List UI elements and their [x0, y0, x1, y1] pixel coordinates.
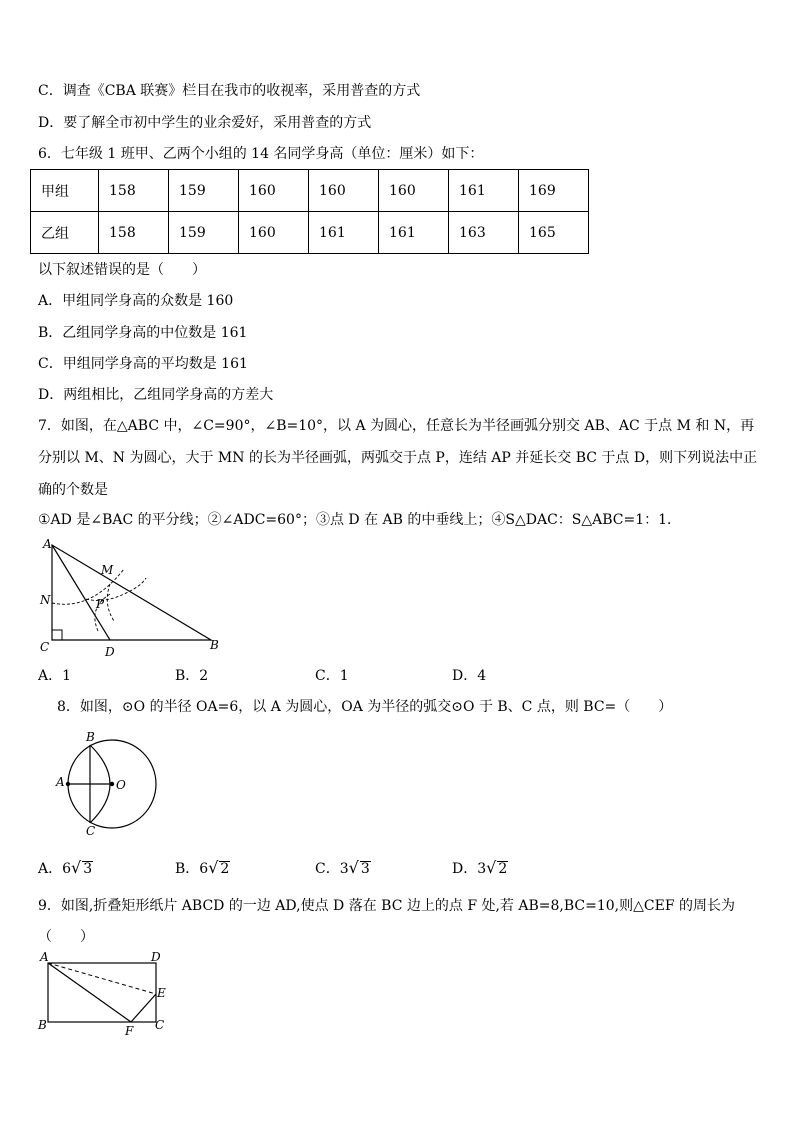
- table-cell: 163: [449, 212, 519, 254]
- q5-option-d: D．要了解全市初中学生的业余爱好，采用普查的方式: [38, 115, 372, 131]
- radicand: 3: [360, 861, 370, 877]
- row-label: 乙组: [31, 212, 99, 254]
- table-cell: 161: [309, 212, 379, 254]
- q7-option-a: A．1: [38, 668, 72, 684]
- label-b: B: [38, 1018, 47, 1032]
- label-b: B: [210, 638, 219, 652]
- radicand: 3: [83, 861, 93, 877]
- sqrt-icon: √: [71, 858, 82, 877]
- table-cell: 159: [169, 212, 239, 254]
- q8-option-d: [452, 858, 508, 879]
- q5-option-c: C．调查《CBA 联赛》栏目在我市的收视率，采用普查的方式: [38, 83, 421, 99]
- q8-option-b: [175, 858, 230, 879]
- q8-option-a: [38, 858, 93, 879]
- label-n: N: [40, 593, 51, 607]
- table-cell: 161: [379, 212, 449, 254]
- label-d: D: [105, 645, 115, 659]
- q9-blank: （ ）: [38, 929, 94, 945]
- table-cell: 160: [309, 170, 379, 212]
- table-cell: 160: [239, 212, 309, 254]
- q8-stem: 8．如图，⊙O 的半径 OA=6，以 A 为圆心，OA 为半径的弧交⊙O 于 B、C 点，则 BC=（ ）: [57, 699, 673, 715]
- q7-option-b: B．2: [175, 668, 209, 684]
- label-c: C: [155, 1018, 165, 1032]
- table-cell: 160: [379, 170, 449, 212]
- q7-option-d: D．4: [452, 668, 487, 684]
- table-cell: 161: [449, 170, 519, 212]
- label-f: F: [125, 1024, 134, 1037]
- radicand: 2: [498, 861, 508, 877]
- option-prefix: D．3: [452, 861, 487, 877]
- sqrt-icon: √: [486, 858, 497, 877]
- option-prefix: B．6: [175, 861, 209, 877]
- q6-stem: 6．七年级 1 班甲、乙两个小组的 14 名同学身高（单位：厘米）如下：: [38, 146, 484, 162]
- table-cell: 158: [99, 212, 169, 254]
- q7-statements: ①AD 是∠BAC 的平分线；②∠ADC=60°；③点 D 在 AB 的中垂线上；④S△DAC：S△ABC=1：1．: [38, 512, 682, 528]
- table-cell: 165: [519, 212, 589, 254]
- sqrt-icon: √: [208, 858, 219, 877]
- q9-figure: [36, 949, 171, 1037]
- q6-option-a: A．甲组同学身高的众数是 160: [38, 293, 234, 309]
- table-cell: 159: [169, 170, 239, 212]
- table-cell: 160: [239, 170, 309, 212]
- q6-prompt: 以下叙述错误的是（ ）: [38, 262, 206, 278]
- label-b: B: [86, 730, 95, 744]
- height-table: [30, 169, 589, 254]
- label-m: M: [101, 563, 114, 577]
- row-label: 甲组: [31, 170, 99, 212]
- label-o: O: [116, 778, 126, 792]
- label-a: A: [56, 775, 65, 789]
- label-a: A: [40, 950, 49, 964]
- table-row: [31, 170, 589, 212]
- label-c: C: [86, 824, 96, 838]
- q7-figure: [36, 536, 226, 661]
- radicand: 2: [220, 861, 230, 877]
- label-p: P: [96, 597, 105, 611]
- q7-stem: 7．如图，在△ABC 中，∠C=90°，∠B=10°，以 A 为圆心，任意长为半径画弧分别交 AB、AC 于点 M 和 N，再分别以 M、N 为圆心，大于 MN 的长为半径画弧，两弧交于点 P，连结 AP 并延长交 BC 于点 D，则下列说法中正确的个数是: [38, 418, 758, 498]
- table-cell: 169: [519, 170, 589, 212]
- q9-stem: 9．如图,折叠矩形纸片 ABCD 的一边 AD,使点 D 落在 BC 边上的点 F 处,若 AB=8,BC=10,则△CEF 的周长为: [38, 898, 735, 914]
- label-e: E: [157, 986, 166, 1000]
- q8-figure: [55, 729, 159, 839]
- q6-option-b: B．乙组同学身高的中位数是 161: [38, 325, 248, 341]
- sqrt-icon: √: [348, 858, 359, 877]
- q8-option-c: [315, 858, 371, 879]
- q6-option-c: C．甲组同学身高的平均数是 161: [38, 356, 248, 372]
- table-cell: 158: [99, 170, 169, 212]
- table-row: [31, 212, 589, 254]
- option-prefix: C．3: [315, 861, 349, 877]
- q6-option-d: D．两组相比，乙组同学身高的方差大: [38, 387, 274, 403]
- option-prefix: A．6: [38, 861, 72, 877]
- q7-option-c: C．1: [315, 668, 349, 684]
- label-c: C: [40, 640, 50, 654]
- label-a: A: [43, 537, 52, 551]
- label-d: D: [151, 950, 161, 964]
